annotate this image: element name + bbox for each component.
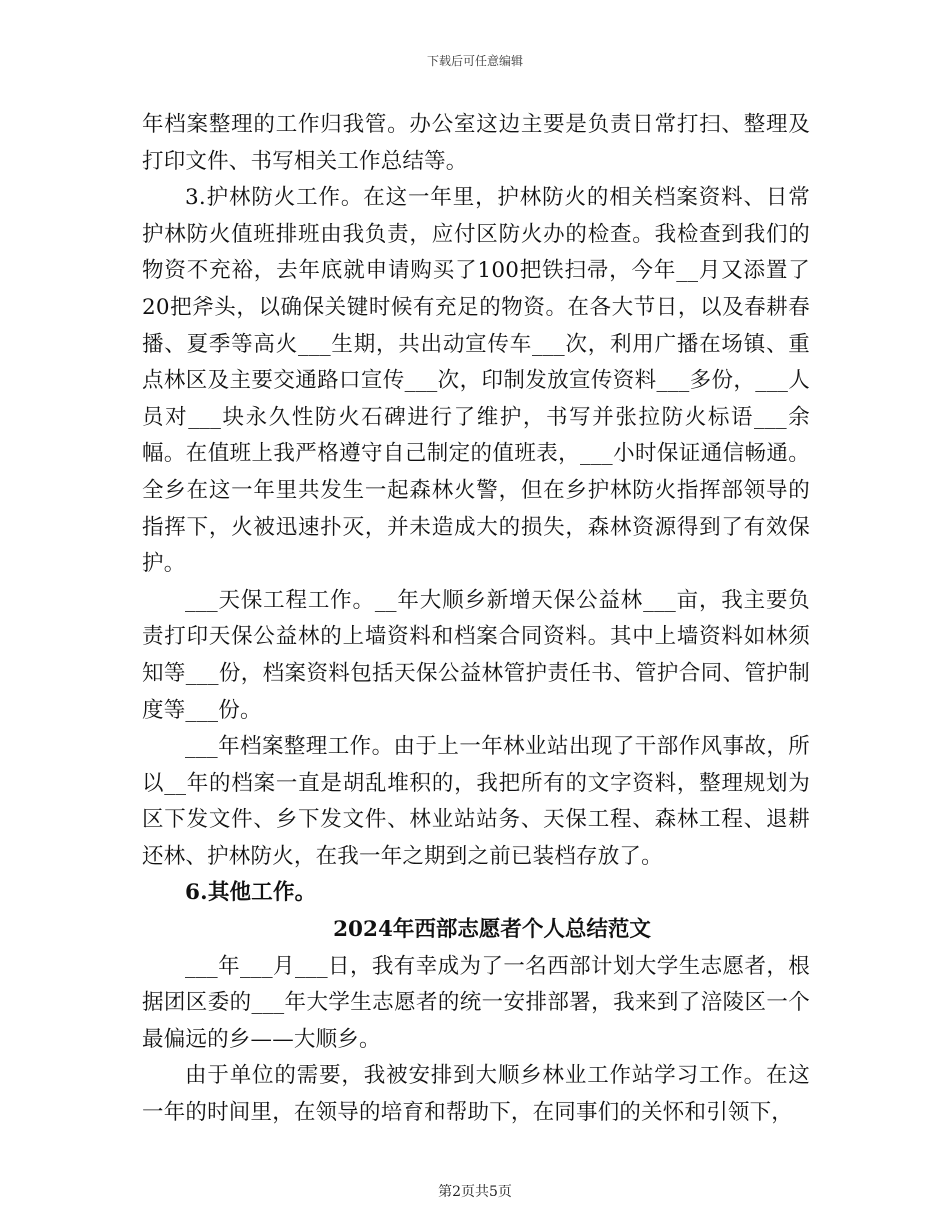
paragraph-other-work: 6.其他工作。	[185, 880, 317, 906]
paragraph-volunteer-intro: ___年___月___日，我有幸成为了一名西部计划大学生志愿者，根据团区委的___年大学生志愿者的统一安排部署，我来到了涪陵区一个最偏远的乡——大顺乡。	[142, 953, 810, 1052]
document-title: 2024年西部志愿者个人总结范文	[333, 917, 651, 943]
page-number: 第2页共5页	[438, 1184, 512, 1200]
page-header-note: 下载后可任意编辑	[426, 54, 523, 68]
paragraph-assignment: 由于单位的需要，我被安排到大顺乡林业工作站学习工作。在这一年的时间里，在领导的培育和帮助下，在同事们的关怀和引领下，	[142, 1063, 810, 1126]
paragraph-archive-continuation: 年档案整理的工作归我管。办公室这边主要是负责日常打扫、整理及打印文件、书写相关工作总结等。	[142, 112, 810, 174]
paragraph-fire-prevention: 3.护林防火工作。在这一年里，护林防火的相关档案资料、日常护林防火值班排班由我负责，应付区防火办的检查。我检查到我们的物资不充裕，去年底就申请购买了100把铁扫帚，今年__月又添置了20把斧头，以确保关键时候有充足的物资。在各大节日，以及春耕春播、夏季等高火___生期，共出动宣传车___次，利用广播在场镇、重点林区及主要交通路口宣传___次，印制发放宣传资料___多份，___人员对___块永久性防火石碑进行了维护，书写并张拉防火标语___余幅。在值班上我严格遵守自己制定的值班表，___小时保证通信畅通。全乡在这一年里共发生一起森林火警，但在乡护林防火指挥部领导的指挥下，火被迅速扑灭，并未造成大的损失，森林资源得到了有效保护。	[142, 185, 810, 577]
document-body	[142, 107, 810, 1132]
paragraph-forest-protection: ___天保工程工作。__年大顺乡新增天保公益林___亩，我主要负责打印天保公益林的上墙资料和档案合同资料。其中上墙资料如林须知等___份，档案资料包括天保公益林管护责任书、管护合同、管护制度等___份。	[142, 587, 810, 723]
paragraph-archive-work: ___年档案整理工作。由于上一年林业站出现了干部作风事故，所以__年的档案一直是胡乱堆积的，我把所有的文字资料，整理规划为区下发文件、乡下发文件、林业站站务、天保工程、森林工程、退耕还林、护林防火，在我一年之期到之前已装档存放了。	[142, 734, 810, 869]
